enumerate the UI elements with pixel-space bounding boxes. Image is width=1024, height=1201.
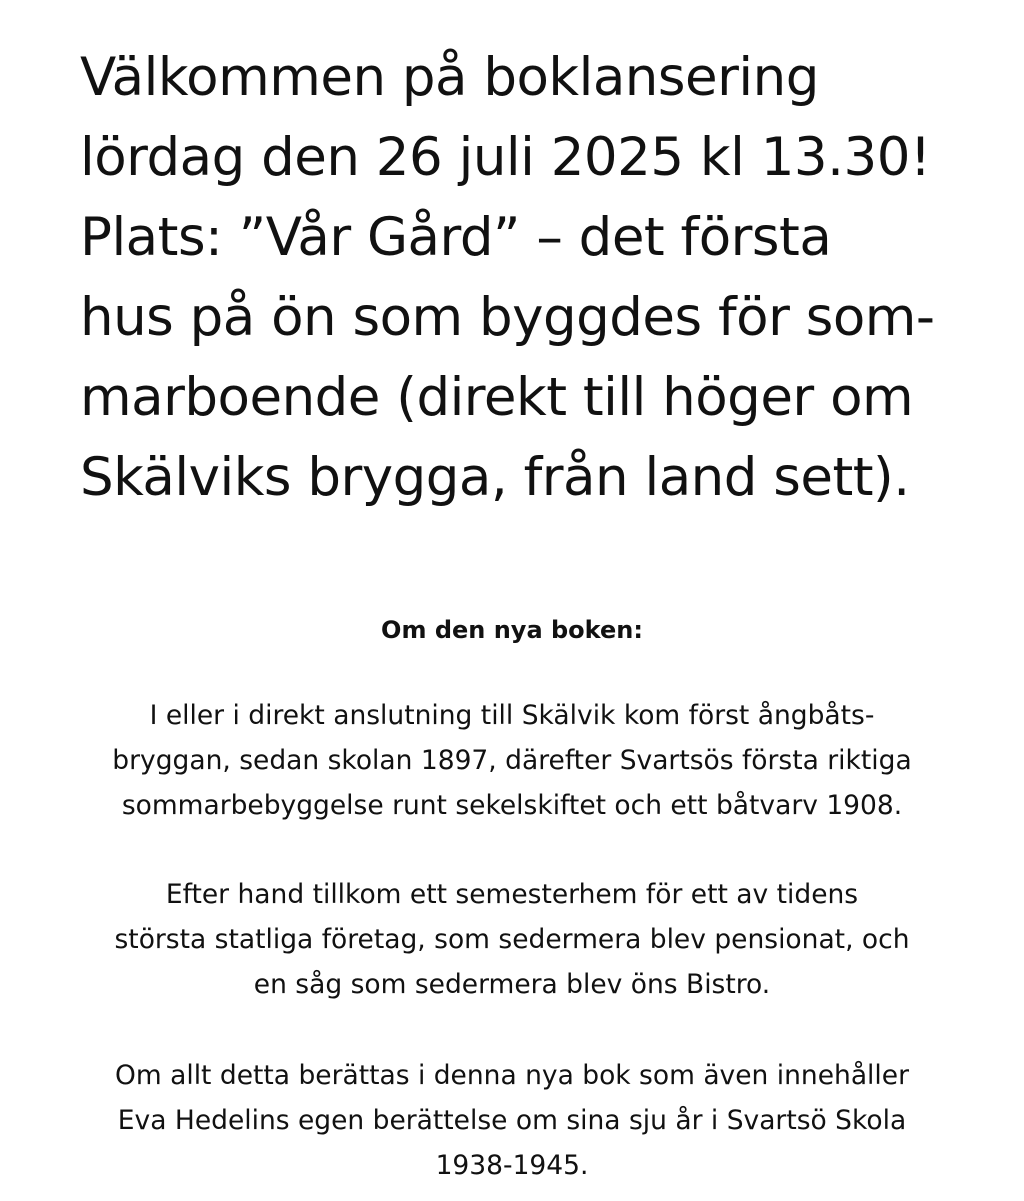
- paragraph-line: Eva Hedelins egen berättelse om sina sju år i Svartsö Skola: [117, 1105, 907, 1136]
- headline-line: marboende (direkt till höger om: [80, 367, 914, 428]
- headline-line: hus på ön som byggdes för som-: [80, 287, 935, 348]
- paragraph-line: största statliga företag, som sedermera blev pensionat, och: [114, 924, 910, 955]
- headline-line: lördag den 26 juli 2025 kl 13.30!: [80, 127, 931, 188]
- about-paragraph-book: [0, 1053, 1024, 1188]
- paragraph-line: Om allt detta berättas i denna nya bok som även innehåller: [115, 1060, 909, 1091]
- paragraph-line: I eller i direkt anslutning till Skälvik kom först ångbåts-: [149, 700, 875, 731]
- paragraph-line: Efter hand tillkom ett semesterhem för ett av tidens: [165, 879, 859, 910]
- headline-line: Skälviks brygga, från land sett).: [80, 447, 910, 508]
- paragraph-line: en såg som sedermera blev öns Bistro.: [253, 969, 771, 1000]
- paragraph-line: bryggan, sedan skolan 1897, därefter Svartsös första riktiga: [112, 745, 912, 776]
- paragraph-line: 1938-1945.: [435, 1150, 589, 1181]
- about-book-heading: Om den nya boken:: [381, 616, 643, 644]
- headline-line: Välkommen på boklansering: [80, 47, 819, 108]
- about-paragraph-history: [0, 693, 1024, 828]
- invitation-headline: [80, 38, 980, 518]
- paragraph-line: sommarbebyggelse runt sekelskiftet och ett båtvarv 1908.: [121, 790, 903, 821]
- headline-line: Plats: ”Vår Gård” – det första: [80, 207, 832, 268]
- about-paragraph-later: [0, 872, 1024, 1007]
